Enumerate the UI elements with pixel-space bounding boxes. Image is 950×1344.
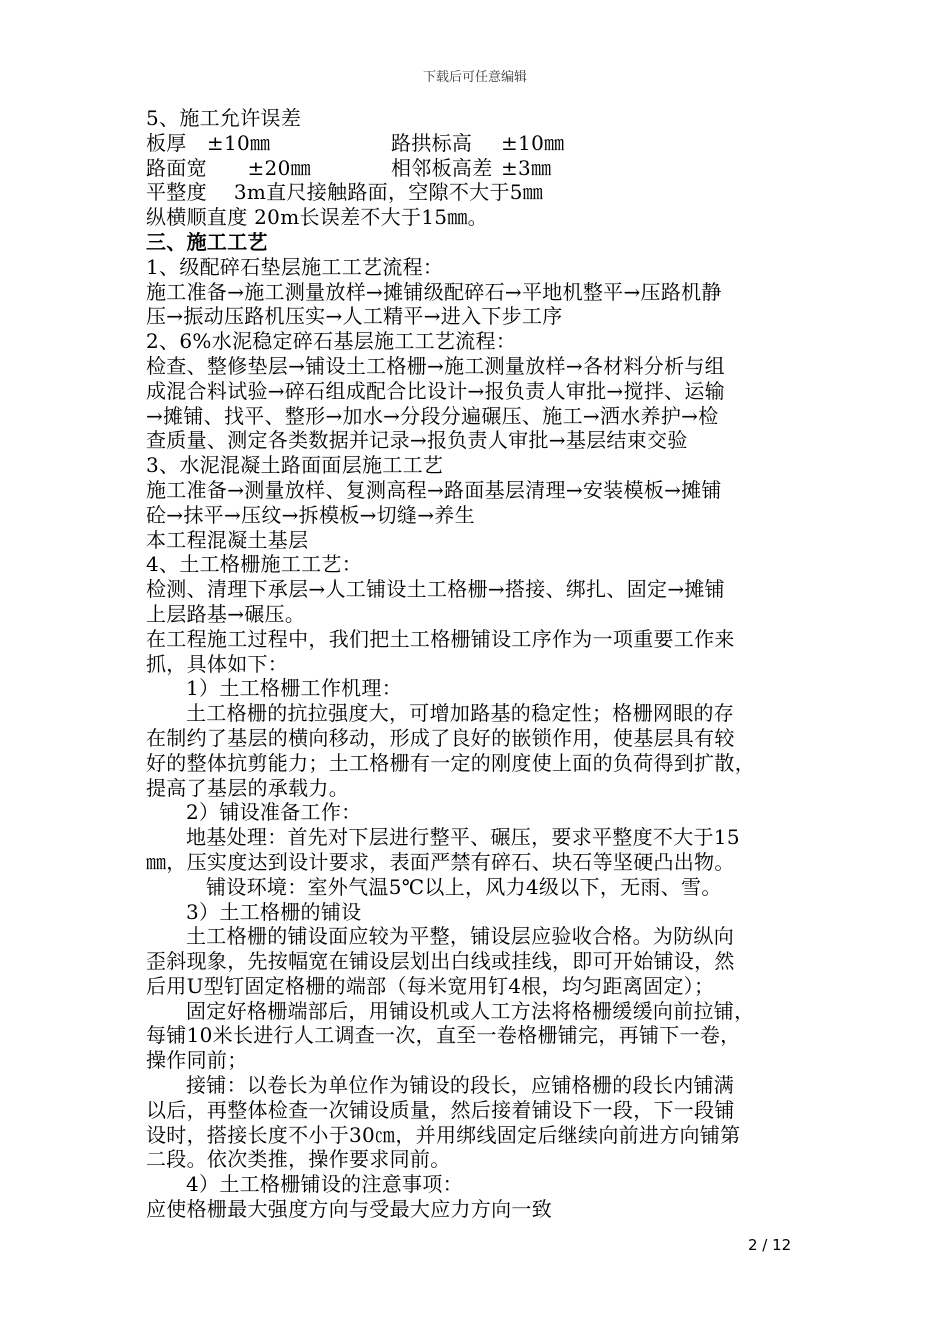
text-line: 抓，具体如下： (146, 651, 289, 676)
tolerance-item: 相邻板高差 (391, 155, 493, 180)
text-line: 每铺10米长进行人工调查一次，直至一卷格栅铺完，再铺下一卷， (146, 1023, 741, 1048)
subsection-title: 4）土工格栅铺设的注意事项： (186, 1172, 463, 1197)
text-line: 在工程施工过程中，我们把土工格栅铺设工序作为一项重要工作来 (146, 626, 735, 651)
text-line: 检查、整修垫层→铺设土工格栅→施工测量放样→各材料分析与组 (146, 353, 725, 378)
document-body (146, 106, 826, 1222)
text-line: 3、水泥混凝土路面面层施工工艺 (146, 453, 444, 478)
text-line: 查质量、测定各类数据并记录→报负责人审批→基层结束交验 (146, 428, 688, 453)
text-line: 上层路基→碾压。 (146, 601, 306, 626)
text-line: 操作同前； (146, 1048, 248, 1073)
tolerance-row (146, 131, 826, 156)
text-line: 好的整体抗剪能力；土工格栅有一定的刚度使上面的负荷得到扩散， (146, 750, 755, 775)
text-line: 平整度 3m直尺接触路面，空隙不大于5㎜ (146, 180, 544, 205)
text-line: 二段。依次类推，操作要求同前。 (146, 1147, 451, 1172)
text-line: 后用U型钉固定格栅的端部（每米宽用钉4根，均匀距离固定）； (146, 973, 715, 998)
text-line: 2、6%水泥稳定碎石基层施工工艺流程： (146, 329, 517, 354)
tolerance-item: 路面宽 ±20㎜ (146, 155, 311, 180)
text-line: 以后，再整体检查一次铺设质量，然后接着铺设下一段，下一段铺 (146, 1097, 735, 1122)
text-line: 歪斜现象，先按幅宽在铺设层划出白线或挂线，即可开始铺设，然 (146, 949, 735, 974)
tolerance-item: 板厚 ±10㎜ (146, 130, 271, 155)
tolerance-value: ±3㎜ (501, 155, 552, 180)
tolerance-item: 路拱标高 (391, 130, 473, 155)
text-line: 纵横顺直度 20m长误差不大于15㎜。 (146, 205, 488, 230)
text-line: 施工准备→测量放样、复测高程→路面基层清理→安装模板→摊铺 (146, 477, 722, 502)
text-line: 地基处理：首先对下层进行整平、碾压，要求平整度不大于15 (186, 825, 740, 850)
text-line: 成混合料试验→碎石组成配合比设计→报负责人审批→搅拌、运输 (146, 378, 725, 403)
text-line: 固定好格栅端部后，用铺设机或人工方法将格栅缓缓向前拉铺， (186, 998, 755, 1023)
text-line: 本工程混凝土基层 (146, 527, 309, 552)
text-line: 应使格栅最大强度方向与受最大应力方向一致 (146, 1197, 552, 1222)
text-line: 1、级配碎石垫层施工工艺流程： (146, 254, 444, 279)
text-line: 土工格栅的铺设面应较为平整，铺设层应验收合格。为防纵向 (186, 924, 735, 949)
text-line: 设时，搭接长度不小于30㎝，并用绑线固定后继续向前进方向铺第 (146, 1122, 741, 1147)
subsection-title: 2）铺设准备工作： (186, 800, 362, 825)
text-line: 4、土工格栅施工工艺： (146, 552, 363, 577)
text-line: 接铺：以卷长为单位作为铺设的段长，应铺格栅的段长内铺满 (186, 1073, 735, 1098)
tolerance-value: ±10㎜ (501, 130, 565, 155)
text-line: ㎜，压实度达到设计要求，表面严禁有碎石、块石等坚硬凸出物。 (146, 849, 735, 874)
text-line: 土工格栅的抗拉强度大，可增加路基的稳定性；格栅网眼的存 (186, 701, 735, 726)
text-line: 铺设环境：室外气温5℃以上，风力4级以下，无雨、雪。 (206, 874, 722, 899)
tolerance-row (146, 156, 826, 181)
page-header: 下载后可任意编辑 (422, 70, 527, 85)
subsection-title: 3）土工格栅的铺设 (186, 899, 362, 924)
section-heading: 三、施工工艺 (146, 229, 268, 254)
text-line: 施工准备→施工测量放样→摊铺级配碎石→平地机整平→压路机静 (146, 279, 722, 304)
subsection-title: 1）土工格栅工作机理： (186, 676, 403, 701)
text-line: →摊铺、找平、整形→加水→分段分遍碾压、施工→洒水养护→检 (146, 403, 719, 428)
text-line: 检测、清理下承层→人工铺设土工格栅→搭接、绑扎、固定→摊铺 (146, 577, 725, 602)
text-line: 压→振动压路机压实→人工精平→进入下步工序 (146, 304, 563, 329)
text-line: 在制约了基层的横向移动，形成了良好的嵌锁作用，使基层具有较 (146, 725, 735, 750)
text-line: 提高了基层的承载力。 (146, 775, 349, 800)
page-number: 2 / 12 (748, 1236, 792, 1254)
section-title: 5、施工允许误差 (146, 106, 302, 130)
text-line: 砼→抹平→压纹→拆模板→切缝→养生 (146, 502, 475, 527)
